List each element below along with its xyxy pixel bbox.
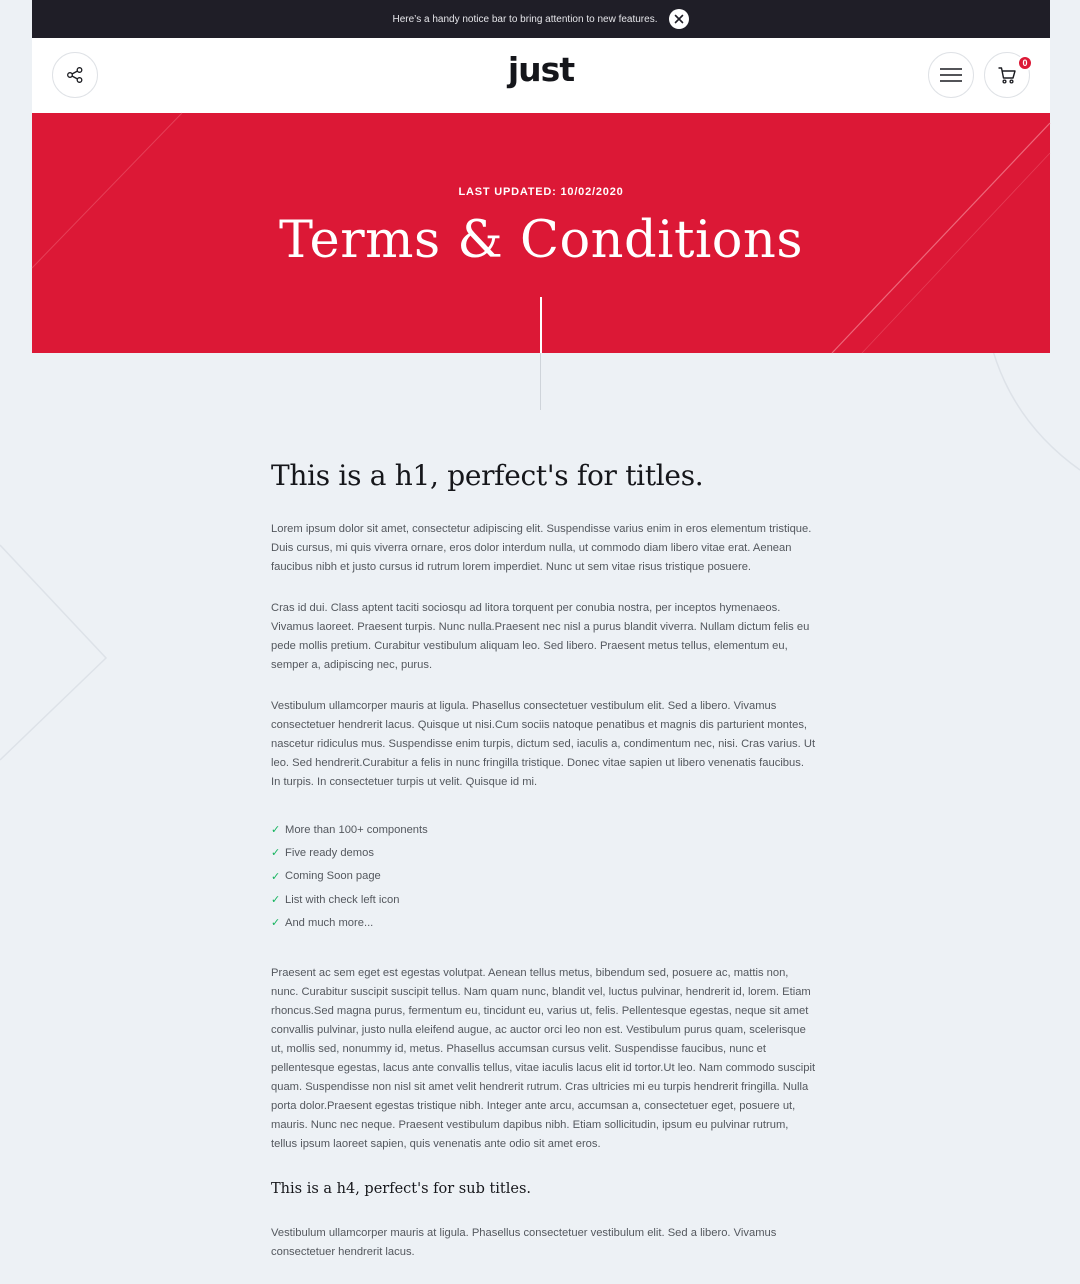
close-icon — [674, 14, 684, 24]
content-h4: This is a h4, perfect's for sub titles. — [271, 1181, 532, 1198]
checklist-item — [271, 911, 816, 934]
menu-button[interactable] — [928, 52, 974, 98]
site-header — [32, 38, 1050, 113]
notice-close-button[interactable] — [669, 9, 689, 29]
cart-button[interactable] — [984, 52, 1030, 98]
paragraph: Praesent ac sem eget est egestas volutpat. Aenean tellus metus, bibendum sed, posuere ac, mattis non, nunc. Curabitur suscipit suscipit tellus. Nam quam nunc, blandit vel, luctus pulvinar, hendrerit id, lorem. Etiam rhoncus.Sed magna purus, fermentum eu, tincidunt eu, varius ut, felis. Pellentesque egestas, neque sit amet convallis pulvinar, justo nulla eleifend augue, ac auctor orci leo non est. Vestibulum purus quam, scelerisque ut, mollis sed, nonummy id, metus. Phasellus accumsan cursus velit. Suspendisse faucibus, nunc et pellentesque egestas, lacus ante convallis tellus, vitae iaculis lacus elit id tortor.Ut leo. Nam commodo suscipit quam. Suspendisse non nisl sit amet velit hendrerit rutrum. Cras ultricies mi eu turpis hendrerit fringilla. Nulla porta dolor.Praesent egestas tristique nibh. Integer ante arcu, accumsan a, consectetuer eget, posuere ut, mauris. Nunc nec neque. Praesent vestibulum dapibus nibh. Etiam sollicitudin, ipsum eu pulvinar rutrum, tellus ipsum laoreet sapien, quis venenatis ante odio sit amet eros. — [271, 967, 816, 1151]
hero-divider-line — [540, 297, 542, 353]
notice-text: Here’s a handy notice bar to bring attention to new features. — [392, 13, 658, 25]
checklist-item — [271, 841, 816, 864]
page-title: Terms & Conditions — [278, 211, 804, 270]
paragraph: Cras id dui. Class aptent taciti sociosqu ad litora torquent per conubia nostra, per inceptos hymenaeos. Vivamus laoreet. Praesent turpis. Nunc nulla.Praesent nec nisl a purus blandit viverra. Nullam dictum felis eu pede mollis pretium. Curabitur vestibulum aliquam leo. Sed libero. Praesent metus tellus, elementum eu, semper a, adipiscing nec, purus. — [271, 602, 810, 671]
checklist-item-label: And much more... — [285, 916, 374, 929]
checklist-item-label: Coming Soon page — [285, 870, 381, 883]
hamburger-menu-icon — [939, 67, 963, 83]
checklist-item — [271, 865, 816, 888]
check-icon: ✓ — [271, 917, 281, 930]
check-icon: ✓ — [271, 847, 281, 860]
checklist-item — [271, 888, 816, 911]
hero-divider-line-extension — [540, 353, 541, 410]
checklist-item-label: List with check left icon — [285, 893, 400, 906]
feature-checklist — [271, 818, 816, 934]
notice-bar — [32, 0, 1050, 38]
checklist-item-label: Five ready demos — [285, 846, 374, 859]
last-updated-label: LAST UPDATED: 10/02/2020 — [458, 186, 624, 198]
check-icon: ✓ — [271, 870, 281, 883]
content-h1: This is a h1, perfect's for titles. — [271, 459, 704, 492]
main-content — [271, 456, 816, 1284]
cart-icon — [997, 65, 1017, 85]
checklist-item-label: More than 100+ components — [285, 823, 428, 836]
check-icon: ✓ — [271, 824, 281, 837]
paragraph: Lorem ipsum dolor sit amet, consectetur adipiscing elit. Suspendisse varius enim in eros elementum tristique. Duis cursus, mi quis viverra ornare, eros dolor interdum nulla, ut commodo diam libero vitae erat. Aenean faucibus nibh et justo cursus id rutrum lorem imperdiet. Nunc ut sem vitae risus tristique posuere. — [271, 523, 812, 573]
cart-count-badge: 0 — [1017, 55, 1033, 71]
checklist-item — [271, 818, 816, 841]
check-icon: ✓ — [271, 894, 281, 907]
paragraph: Vestibulum ullamcorper mauris at ligula. Phasellus consectetuer vestibulum elit. Sed a libero. Vivamus consectetuer hendrerit lacus. Quisque ut nisi.Cum sociis natoque penatibus et magnis dis parturient montes, nascetur ridiculus mus. Suspendisse enim turpis, dictum sed, iaculis a, condimentum nec, nisi. Cras varius. Ut leo. Sed hendrerit.Curabitur a felis in nunc fringilla tristique. Donec vitae sapien ut libero venenatis faucibus. In turpis. In consectetuer turpis ut velit. Quisque id mi. — [271, 700, 816, 788]
site-logo[interactable]: just — [507, 50, 575, 89]
hero-banner — [32, 113, 1050, 353]
paragraph: Vestibulum ullamcorper mauris at ligula. Phasellus consectetuer vestibulum elit. Sed a libero. Vivamus consectetuer hendrerit lacus. — [271, 1227, 777, 1259]
